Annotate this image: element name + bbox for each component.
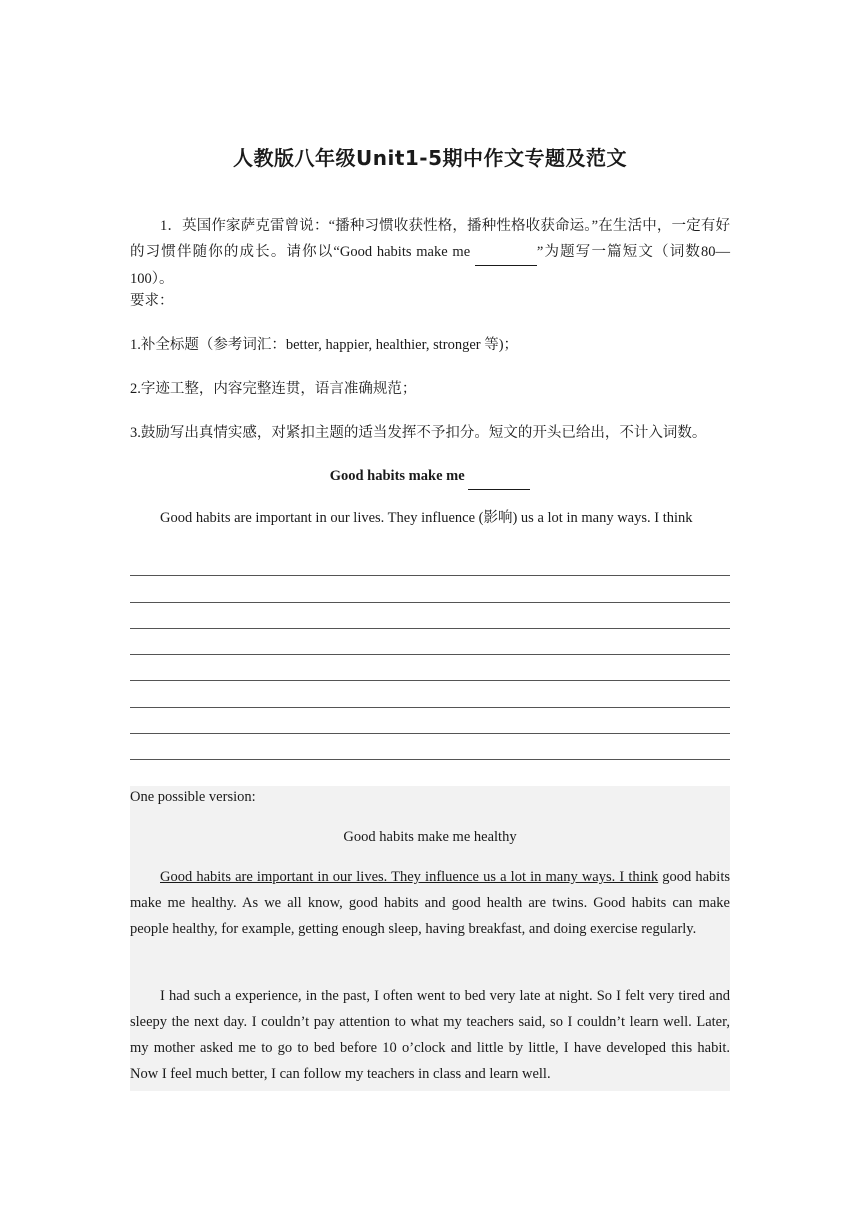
page-title: 人教版八年级Unit1-5期中作文专题及范文: [232, 146, 628, 170]
essay-title-text: Good habits make me: [329, 468, 469, 484]
writing-line: [130, 576, 730, 602]
prompt-number: 1．: [160, 218, 183, 234]
writing-line: [130, 708, 730, 734]
prompt-text-1: 英国作家萨克雷曾说：“播种习惯收获性格，播种性格收获命运。”在生活中，一定有好的习惯伴随你的成长。请你以“Good habits make me: [130, 218, 730, 260]
sample-label: One possible version:: [130, 789, 256, 805]
essay-start: Good habits are important in our lives. They influence (影响) us a lot in many ways. I think: [160, 510, 693, 526]
writing-line: [130, 681, 730, 707]
requirement-item-2: 2.字迹工整，内容完整连贯，语言准确规范；: [130, 381, 417, 397]
requirements-label: 要求：: [130, 293, 174, 309]
writing-line: [130, 655, 730, 681]
sample-paragraph-1-rest: good habits make me healthy. As we all know, good habits and good health are twins. Good habits can make people healthy, for example, getting enough sleep, having breakfast, and doing exercise regularly.: [130, 869, 730, 937]
writing-line: [130, 550, 730, 576]
requirement-item-3: 3.鼓励写出真情实感，对紧扣主题的适当发挥不予扣分。短文的开头已给出，不计入词数。: [130, 425, 707, 441]
requirement-item-1: 1.补全标题（参考词汇：better, happier, healthier, stronger 等)；: [130, 337, 519, 353]
writing-line: [130, 629, 730, 655]
essay-title-blank: [468, 463, 530, 490]
sample-title: Good habits make me healthy: [343, 829, 517, 845]
writing-line: [130, 603, 730, 629]
sample-paragraph-1: [130, 864, 730, 942]
sample-paragraph-2: I had such a experience, in the past, I often went to bed very late at night. So I felt very tired and sleepy the next day. I couldn’t pay attention to what my teachers said, so I couldn’t learn well. Later, my mother asked me to go to bed before 10 o’clock and little by little, I have developed this habit. Now I feel much better, I can follow my teachers in class and learn well.: [130, 988, 730, 1082]
writing-line-short: [130, 760, 335, 786]
title-blank: [475, 239, 537, 266]
essay-title: [130, 463, 730, 490]
writing-line: [130, 734, 730, 760]
writing-lines: [130, 550, 730, 787]
sample-underlined-start: Good habits are important in our lives. They influence us a lot in many ways. I think: [160, 869, 659, 885]
prompt-text-2: ”为题写一篇短文（词数80—100）。: [130, 244, 730, 287]
prompt-paragraph: [130, 213, 730, 292]
